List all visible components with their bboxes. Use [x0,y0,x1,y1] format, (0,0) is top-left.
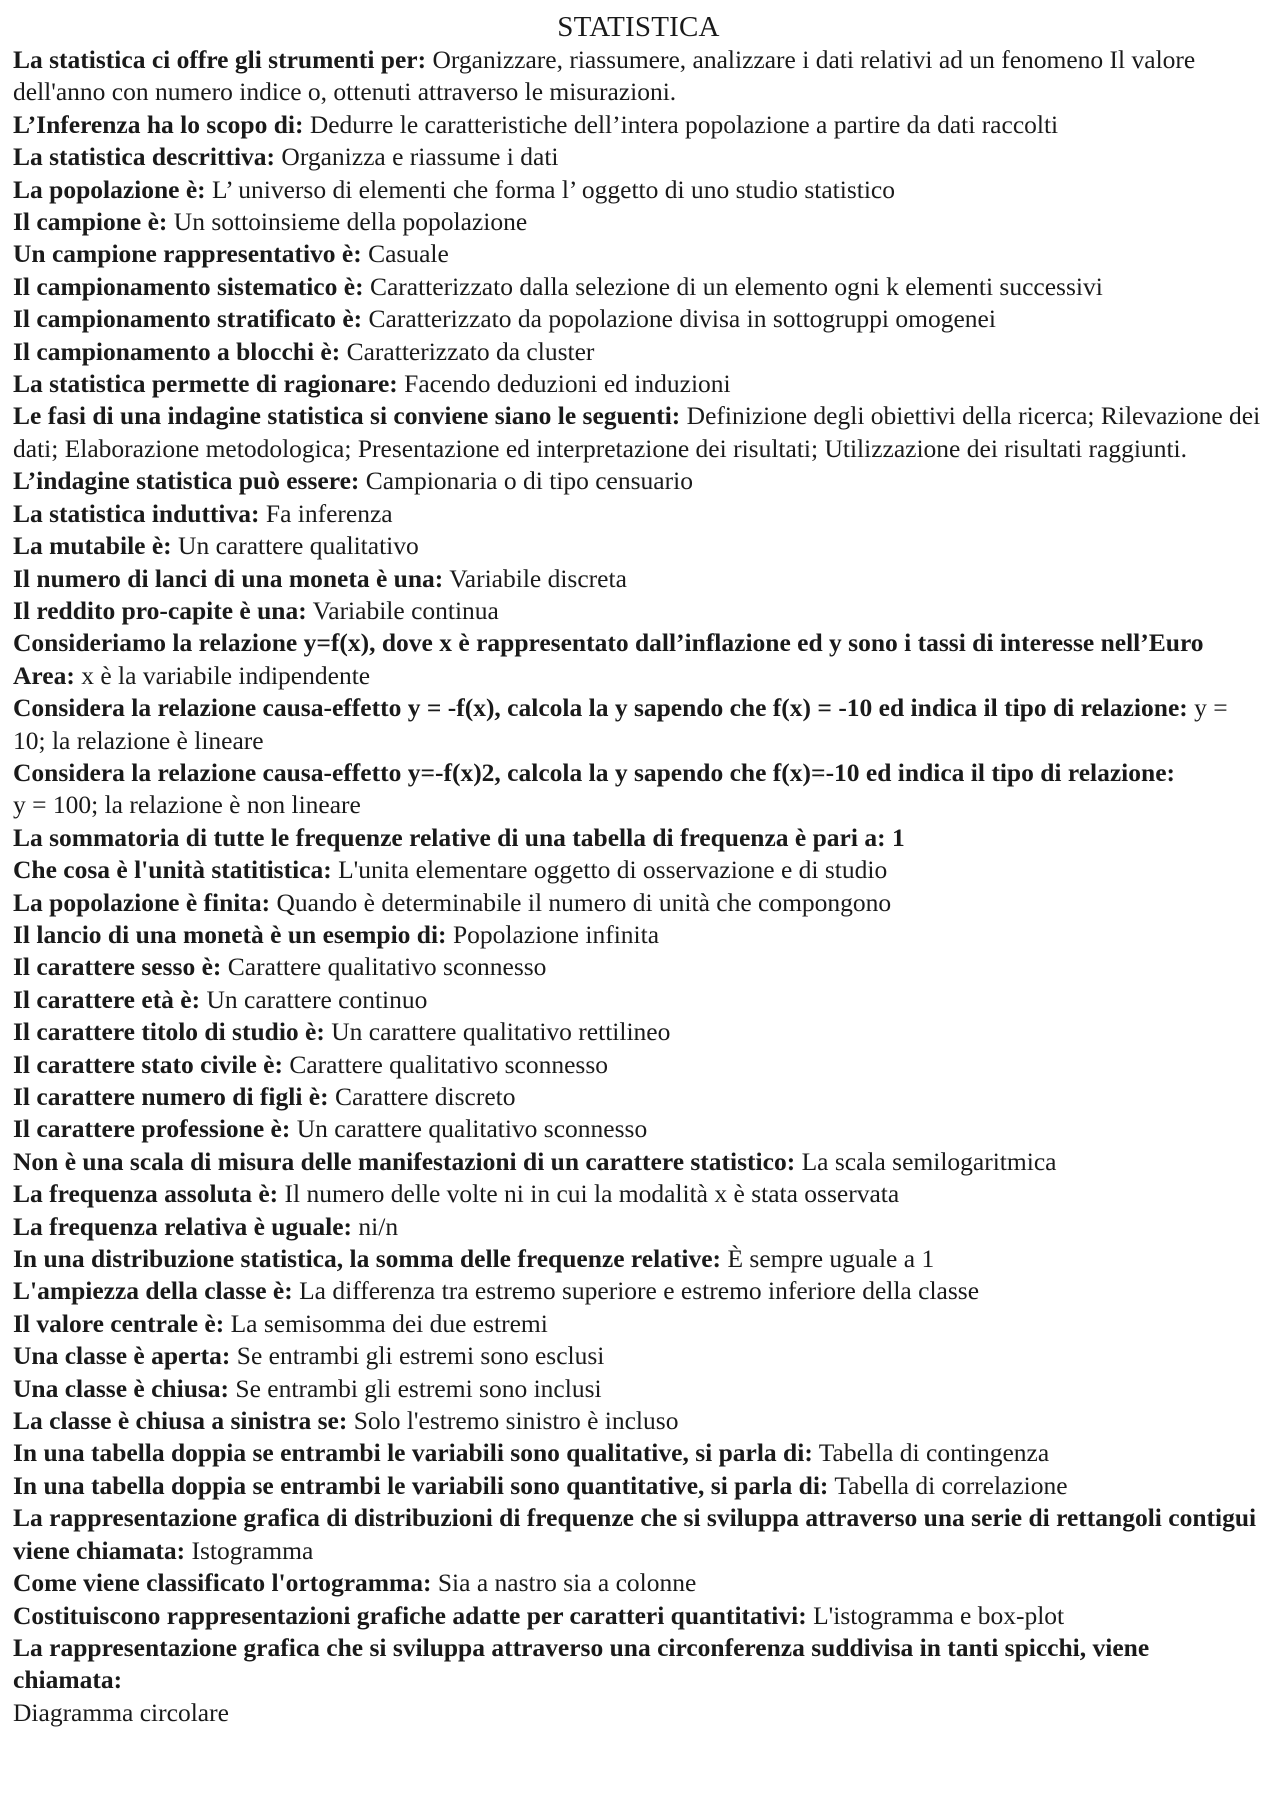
entry-question: La frequenza assoluta è: [13,1179,279,1209]
entry-answer: La differenza tra estremo superiore e estremo inferiore della classe [299,1276,980,1306]
qa-entry [13,887,1264,919]
entry-answer: Solo l'estremo sinistro è incluso [353,1406,679,1436]
entry-answer: Caratterizzato da cluster [346,336,595,366]
entry-question: Il carattere età è: [13,984,201,1014]
qa-entry [13,627,1264,692]
qa-entry [13,1600,1264,1632]
entry-answer: La scala semilogaritmica [801,1146,1057,1176]
entry-answer: 1 [891,822,905,852]
entry-question: Non è una scala di misura delle manifestazioni di un carattere statistico: [13,1146,796,1176]
entry-answer: Definizione degli obiettivi della ricerca; Rilevazione dei dati; Elaborazione metodologica; Presentazione ed interpretazione dei risultati; Utilizzazione dei risultati raggiunti. [13,401,1261,463]
entry-answer: Se entrambi gli estremi sono esclusi [236,1341,605,1371]
qa-entry [13,1437,1264,1469]
entry-question: Il numero di lanci di una moneta è una: [13,563,444,593]
entry-answer: Caratterizzato da popolazione divisa in sottogruppi omogenei [368,304,996,334]
qa-entry [13,1340,1264,1372]
entry-answer: Carattere qualitativo sconnesso [227,952,547,982]
entry-question: Il reddito pro-capite è una: [13,595,307,625]
entry-question: Le fasi di una indagine statistica si conviene siano le seguenti: [13,401,681,431]
qa-entry [13,238,1264,270]
entry-question: La statistica descrittiva: [13,142,276,172]
qa-entry [13,1081,1264,1113]
entry-answer: È sempre uguale a 1 [727,1244,935,1274]
entry-question: Il carattere professione è: [13,1114,291,1144]
qa-entry [13,757,1264,822]
entry-answer: Carattere qualitativo sconnesso [289,1049,609,1079]
entry-answer: Un carattere qualitativo sconnesso [296,1114,648,1144]
entry-question: In una distribuzione statistica, la somma delle frequenze relative: [13,1244,722,1274]
entry-answer: Fa inferenza [265,498,393,528]
qa-entry [13,174,1264,206]
entry-answer: Organizza e riassume i dati [281,142,559,172]
entry-answer: Facendo deduzioni ed induzioni [404,369,731,399]
entry-answer: Casuale [368,239,449,269]
entry-answer: Istogramma [191,1535,314,1565]
qa-entry [13,1211,1264,1243]
entry-question: In una tabella doppia se entrambi le variabili sono qualitative, si parla di: [13,1438,813,1468]
entry-question: Come viene classificato l'ortogramma: [13,1568,432,1598]
entry-answer: Un carattere qualitativo [178,531,419,561]
entry-answer: ni/n [358,1211,399,1241]
document-title: STATISTICA [557,11,720,43]
qa-entry [13,1146,1264,1178]
qa-entry [13,1016,1264,1048]
qa-entry [13,1049,1264,1081]
entry-list [13,44,1264,1729]
entry-question: Una classe è chiusa: [13,1373,230,1403]
qa-entry [13,919,1264,951]
qa-entry [13,303,1264,335]
entry-answer: Diagramma circolare [13,1697,229,1727]
entry-answer: Variabile discreta [449,563,627,593]
entry-answer: Un carattere qualitativo rettilineo [331,1017,671,1047]
entry-question: Costituiscono rappresentazioni grafiche adatte per caratteri quantitativi: [13,1600,807,1630]
entry-answer: L'unita elementare oggetto di osservazione e di studio [338,855,888,885]
qa-entry [13,1178,1264,1210]
qa-entry [13,563,1264,595]
entry-question: Consideriamo la relazione y=f(x), dove x è rappresentato dall’inflazione ed y sono i tassi di interesse nell’Euro Area: [13,628,1204,690]
qa-entry [13,336,1264,368]
entry-question: Un campione rappresentativo è: [13,239,362,269]
entry-answer: Tabella di correlazione [834,1470,1068,1500]
entry-question: Il carattere numero di figli è: [13,1082,329,1111]
entry-question: Il campionamento a blocchi è: [13,336,341,366]
entry-question: Il campionamento sistematico è: [13,271,364,301]
qa-entry [13,1502,1264,1567]
qa-entry [13,44,1264,109]
entry-question: La rappresentazione grafica che si sviluppa attraverso una circonferenza suddivisa in tanti spicchi, viene chiamata: [13,1632,1150,1695]
entry-question: L’indagine statistica può essere: [13,466,360,496]
entry-answer: Un sottoinsieme della popolazione [173,207,528,237]
qa-entry [13,1113,1264,1145]
qa-entry [13,530,1264,562]
entry-question: La rappresentazione grafica di distribuzioni di frequenze che si sviluppa attraverso una serie di rettangoli contigui viene chiamata: [13,1503,1257,1565]
entry-answer: Organizzare, riassumere, analizzare i dati relativi ad un fenomeno Il valore dell'anno con numero indice o, ottenuti attraverso le misurazioni. [13,45,1196,107]
entry-question: La popolazione è: [13,174,206,204]
entry-question: Il lancio di una monetà è un esempio di: [13,919,447,949]
qa-entry [13,1308,1264,1340]
qa-entry [13,498,1264,530]
entry-question: La mutabile è: [13,531,172,561]
entry-question: Considera la relazione causa-effetto y = -f(x), calcola la y sapendo che f(x) = -10 ed indica il tipo di relazione: [13,693,1188,723]
entry-question: La statistica induttiva: [13,498,260,528]
entry-question: Il campionamento stratificato è: [13,304,363,334]
entry-question: La statistica ci offre gli strumenti per: [13,45,427,74]
qa-entry [13,822,1264,854]
entry-question: In una tabella doppia se entrambi le variabili sono quantitative, si parla di: [13,1470,829,1500]
entry-answer: Se entrambi gli estremi sono inclusi [235,1373,602,1403]
qa-entry [13,1275,1264,1307]
qa-entry [13,1243,1264,1275]
qa-entry [13,1632,1264,1729]
entry-answer: y = 10; la relazione è lineare [13,693,1228,755]
entry-answer: Campionaria o di tipo censuario [365,466,693,496]
entry-question: La sommatoria di tutte le frequenze relative di una tabella di frequenza è pari a: [13,822,886,852]
entry-answer: Carattere discreto [334,1082,516,1111]
entry-answer: L'istogramma e box-plot [813,1600,1065,1630]
qa-entry [13,141,1264,173]
entry-answer: L’ universo di elementi che forma l’ oggetto di uno studio statistico [212,174,895,204]
qa-entry [13,465,1264,497]
entry-answer: Sia a nastro sia a colonne [437,1568,697,1598]
entry-answer: Popolazione infinita [452,919,660,949]
qa-entry [13,984,1264,1016]
entry-question: Il carattere titolo di studio è: [13,1017,325,1047]
entry-question: L'ampiezza della classe è: [13,1276,293,1306]
qa-entry [13,1567,1264,1599]
entry-answer: Caratterizzato dalla selezione di un elemento ogni k elementi successivi [369,271,1103,301]
entry-answer: Variabile continua [312,595,499,625]
qa-entry [13,271,1264,303]
entry-question: Considera la relazione causa-effetto y=-f(x)2, calcola la y sapendo che f(x)=-10 ed indica il tipo di relazione: [13,757,1176,787]
entry-answer: La semisomma dei due estremi [230,1308,548,1338]
qa-entry [13,1405,1264,1437]
qa-entry [13,206,1264,238]
qa-entry [13,1470,1264,1502]
qa-entry [13,595,1264,627]
entry-answer: x è la variabile indipendente [81,660,371,690]
entry-question: Il carattere stato civile è: [13,1049,283,1079]
entry-answer: Un carattere continuo [206,984,428,1014]
entry-question: Il valore centrale è: [13,1308,225,1338]
entry-answer: Quando è determinabile il numero di unità che compongono [276,887,892,917]
qa-entry [13,368,1264,400]
entry-question: Che cosa è l'unità statitistica: [13,855,332,885]
entry-question: L’Inferenza ha lo scopo di: [13,109,304,139]
entry-answer: y = 100; la relazione è non lineare [13,790,361,820]
qa-entry [13,854,1264,886]
qa-entry [13,1373,1264,1405]
entry-question: Una classe è aperta: [13,1341,231,1371]
qa-entry [13,400,1264,465]
entry-question: La popolazione è finita: [13,887,271,917]
qa-entry [13,951,1264,983]
entry-question: Il campione è: [13,207,168,237]
entry-question: La classe è chiusa a sinistra se: [13,1406,348,1436]
entry-question: La frequenza relativa è uguale: [13,1211,353,1241]
qa-entry [13,692,1264,757]
entry-answer: Il numero delle volte ni in cui la modalità x è stata osservata [284,1179,900,1209]
entry-answer: Dedurre le caratteristiche dell’intera popolazione a partire da dati raccolti [309,109,1059,139]
entry-question: La statistica permette di ragionare: [13,369,398,399]
entry-answer: Tabella di contingenza [818,1438,1050,1468]
entry-question: Il carattere sesso è: [13,952,222,982]
qa-entry [13,109,1264,141]
